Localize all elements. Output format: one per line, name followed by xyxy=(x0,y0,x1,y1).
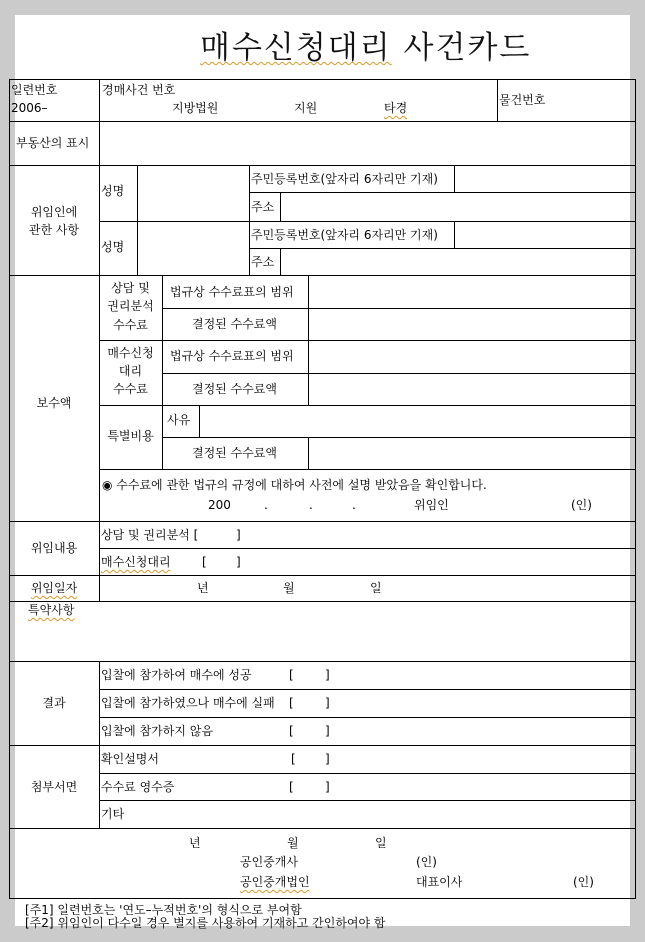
court-label: 지방법원 xyxy=(172,101,219,115)
attachments-label: 첨부서면 xyxy=(30,780,78,794)
representative-label: 대표이사 xyxy=(416,875,463,889)
broker-label: 공인중개사 xyxy=(240,855,298,869)
consult-fee-line2: 권리분석 xyxy=(107,299,154,313)
delegation-date-month: 월 xyxy=(283,581,295,595)
signature-year: 년 xyxy=(189,836,201,850)
agency-fee-line1: 매수신청 xyxy=(107,346,154,360)
delegation-label: 위임내용 xyxy=(30,541,78,555)
principal1-id-label: 주민등록번호(앞자리 6자리만 기재) xyxy=(251,172,438,186)
attachment-receipt-text: 수수료 영수증 xyxy=(101,780,175,794)
title-part1: 매수신청대리 xyxy=(200,30,392,66)
confirm-principal-label: 위임인 xyxy=(414,498,449,512)
agency-range-label: 법규상 수수료표의 범위 xyxy=(170,349,294,363)
special-terms-field[interactable] xyxy=(10,620,635,660)
result-label: 결과 xyxy=(42,696,66,710)
confirm-seal: (인) xyxy=(571,498,592,512)
agency-amount-label: 결정된 수수료액 xyxy=(192,382,277,396)
serial-label: 일련번호 xyxy=(11,83,58,97)
attachment-explanation-open[interactable]: [ xyxy=(291,752,296,766)
attachment-receipt-close[interactable]: ] xyxy=(325,780,330,794)
result-none-open[interactable]: [ xyxy=(289,724,294,738)
principal2-id-label: 주민등록번호(앞자리 6자리만 기재) xyxy=(251,228,438,242)
note-1: [주1] 일련번호는 '연도–누적번호'의 형식으로 부여함 xyxy=(25,903,302,917)
attachment-explanation-text: 확인설명서 xyxy=(101,752,159,766)
consult-fee-line1: 상담 및 xyxy=(111,281,150,295)
result-fail-open[interactable]: [ xyxy=(289,696,294,710)
attachment-receipt-open[interactable]: [ xyxy=(289,780,294,794)
result-success-open[interactable]: [ xyxy=(289,668,294,682)
consult-range-label: 법규상 수수료표의 범위 xyxy=(170,285,294,299)
result-fail-close[interactable]: ] xyxy=(325,696,330,710)
special-cost-label: 특별비용 xyxy=(107,429,154,443)
principal1-address-label: 주소 xyxy=(251,200,275,214)
principal-label-line1: 위임인에 xyxy=(30,205,78,219)
delegation-agency-open[interactable]: [ xyxy=(202,555,207,569)
corp-seal: (인) xyxy=(573,875,594,889)
principal2-name-label: 성명 xyxy=(101,240,125,254)
consult-amount-label: 결정된 수수료액 xyxy=(192,317,277,331)
item-number-label: 물건번호 xyxy=(499,93,546,107)
signature-month: 월 xyxy=(287,836,299,850)
delegation-consult-text: 상담 및 권리분석 [ xyxy=(101,528,199,542)
result-success-close[interactable]: ] xyxy=(325,668,330,682)
consult-fee-line3: 수수료 xyxy=(113,318,148,332)
principal2-address-label: 주소 xyxy=(251,255,275,269)
delegation-agency-text: 매수신청대리 xyxy=(101,555,171,569)
delegation-date-label: 위임일자 xyxy=(30,581,78,595)
delegation-date-day: 일 xyxy=(370,581,382,595)
property-label: 부동산의 표시 xyxy=(16,136,90,150)
confirm-dot1: . xyxy=(264,498,268,512)
special-reason-label: 사유 xyxy=(167,413,191,427)
principal1-name-label: 성명 xyxy=(101,184,125,198)
agency-fee-line3: 수수료 xyxy=(113,382,148,396)
result-none-text: 입찰에 참가하지 않음 xyxy=(101,724,213,738)
delegation-agency-close[interactable]: ] xyxy=(236,555,241,569)
signature-day: 일 xyxy=(375,836,387,850)
case-number-label: 경매사건 번호 xyxy=(102,83,176,97)
fee-confirm-text: ◉ 수수료에 관한 법규의 규정에 대하여 사전에 설명 받았음을 확인합니다. xyxy=(102,478,487,492)
branch-label: 지원 xyxy=(294,101,318,115)
special-amount-label: 결정된 수수료액 xyxy=(192,446,277,460)
confirm-dot3: . xyxy=(352,498,356,512)
result-success-text: 입찰에 참가하여 매수에 성공 xyxy=(101,668,252,682)
note-2: [주2] 위임인이 다수일 경우 별지를 사용하여 기재하고 간인하여야 함 xyxy=(25,916,386,930)
document-title xyxy=(200,22,531,67)
delegation-date-year: 년 xyxy=(197,581,209,595)
agency-fee-line2: 대리 xyxy=(118,364,143,378)
serial-value[interactable]: 2006– xyxy=(11,101,48,115)
property-field[interactable] xyxy=(100,122,635,164)
result-none-close[interactable]: ] xyxy=(325,724,330,738)
corp-label: 공인중개법인 xyxy=(240,875,310,889)
attachment-explanation-close[interactable]: ] xyxy=(325,752,330,766)
result-fail-text: 입찰에 참가하였으나 매수에 실패 xyxy=(101,696,275,710)
case-suffix-label: 타경 xyxy=(384,101,408,115)
special-terms-label: 특약사항 xyxy=(28,603,75,617)
fees-label: 보수액 xyxy=(36,396,72,410)
broker-seal: (인) xyxy=(416,855,437,869)
confirm-year: 200 xyxy=(208,498,231,512)
confirm-dot2: . xyxy=(309,498,313,512)
title-part2: 사건카드 xyxy=(403,30,532,66)
attachment-other-text: 기타 xyxy=(101,807,125,821)
delegation-consult-close[interactable]: ] xyxy=(236,528,241,542)
principal-label-line2: 관한 사항 xyxy=(28,223,80,237)
